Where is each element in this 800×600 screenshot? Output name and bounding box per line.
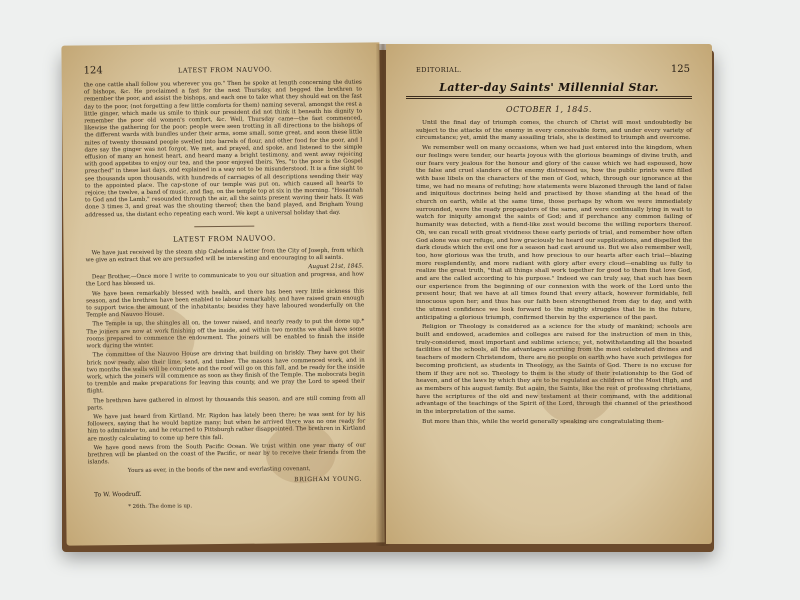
masthead-rule [406,96,692,99]
intro-paragraph: We have just received by the steam ship Caledonia a letter from the City of Joseph, from which we give an extract that we are persuaded will be interesting and encouraging to all saints. [85,247,364,264]
paragraph: But more than this, while the world generally speaking are congratulating them- [422,418,664,425]
paragraph: Dear Brother,—Once more I write to communicate to you our situation and progress, and how the Lord has blessed us. [85,271,364,288]
paragraph: Religion or Theology is considered as a science for the study of mankind; schools are built and endowed, academies and colleges are raised for the instruction of men in this, truly-considered, most important and sublime science; yet, notwithstanding all the boasted facilities of the schools, all the advantages accruing from the most celebrated divines and teachers of modern Christendom, there are no people on earth who have such privileges for becoming proficient, as students in Theology, as the Saints of God. There is no excuse for them if they are not so. Theology to them is the study of their relationship to the God of heaven, and of the laws by which they are to be regulated as children of the Most High, and as members of his august family. But again, the Saints, like the rest of professing christians, have the scriptures of the old and new testament at their command, with the additional advantage of the teachings of the Spirit of the Lord, through the channel of the priesthood in the interpretation of the same. [416,324,692,416]
left-page-number: 124 [83,65,103,77]
paragraph: We remember well on many occasions, when we had just entered into the kingdom, when our feelings were tender, our hearts joyous with the glorious beamings of divine truth, and our fears very jealous for the honour and glory of the cause which we had espoused, how the false and cruel slanders of the enemy distressed us, how the public prints were filled with base libels on the characters of the men of God, which, through our ignorance at the time, we had no means of refuting; how statements were blazoned through the land of false and iniquitous doctrines being held and practised by those standing at the head of the church on earth, while at the same time, those perhaps by whom we were immediately surrounded, were the ready propagators of the same, and were continually lying in wait to watch for iniquity amongst the saints of God; and if perchance any common failing of humanity was detected, with a fiend-like zest would become the willing reporters thereof. Oh, we can recall with great vividness these early periods of trial, and remember how often God alone was our refuge, and how graciously he heard our supplications, and dispelled the dark clouds which the evil one for a season had cast around us. But we also remember well, too, how glorious was the truth, and how precious to our hearts after each trial—blazing more resplendently, and more radiant with glory after every cloud—enabling us fully to realize the great truth, "that all things shall work together for good to them that love God, and are the called according to his purpose." Indeed we can truly say, that such has been our experience from the beginning of our connexion with the work of the Lord unto the present hour, that we have at all times found that every attack, however formidable, fell innocuous upon her; and thus has our faith been strengthened from day to day, and with the utmost confidence we look forward to the mighty struggles that lie in the future, anticipating a glorious triumph, confirmed therein by the experience of the past. [416,145,692,321]
paragraph: We have just heard from Kirtland. Mr. Rigdon has lately been there; he was sent for by his followers, saying that he would baptize many; but when he arrived there was no one ready for him to administer to, and he returned to Pittsburgh rather disappointed. The brethren in Kirtland are mostly calculating to come up here this fall. [87,411,366,442]
paragraph: We have been remarkably blessed with health, and there has been very little sickness this season, and the brethren have been enabled to labour remarkably, and have raised grain enough to support twice the amount of the inhabitants; besides they have laboured wonderfully on the Temple and Nauvoo House. [86,288,365,319]
left-page [61,42,384,545]
section-title: LATEST FROM NAUVOO. [172,234,276,244]
paragraph: Until the final day of triumph comes, the church of Christ will most undoubtedly be subject to the attacks of the enemy in every conceivable form, and under every variety of circumstance; yet, amid the many assailing trials, she is destined to triumph and overcome. [416,120,692,142]
section-divider [194,226,254,228]
right-running-title: EDITORIAL. [416,66,462,74]
right-page [386,44,712,544]
closing-line: Yours as ever, in the bonds of the new and everlasting covenant, [127,466,311,475]
paragraph: The committee of the Nauvoo House are driving that building on briskly. They have got their brick now ready, also their lime, sand, and timber. The masons have commenced work, and in two months the walls will be complete and the roof will go on this fall, and be ready for the inside work, which the joiners will commence as soon as they finish of the Temple. The mobocrats begin to tremble and make preparations for leaving this county, and we pray the Lord to speed their flight. [86,349,365,395]
paragraph: The Temple is up, the shingles all on, the tower raised, and nearly ready to put the dome up.* The joiners are now at work finishing off the inside, and within two months we shall have some rooms prepared to commence the endowment. The joiners will be enabled to finish the inside work during the winter. [86,319,365,350]
left-running-title: LATEST FROM NAUVOO. [177,65,273,75]
right-page-number: 125 [670,64,690,75]
signature: BRIGHAM YOUNG. [294,475,362,483]
right-page-header [416,64,690,75]
footnote: * 26th. The dome is up. [128,502,193,510]
masthead: Latter-day Saints' Millennial Star. [439,81,659,94]
letter-date: August 21st, 1845. [308,263,364,271]
dateline: OCTOBER 1, 1845. [506,105,592,114]
open-book [58,44,716,552]
paragraph: We have good news from the South Pacific Ocean. We trust within one year many of our brethren will be planted on the coast of the Pacific, or near by to receive their friends from the islands. [87,442,366,466]
paragraph: The brethren have gathered in almost by thousands this season, and are still coming from all parts. [87,395,366,412]
left-page-header [84,63,362,77]
recipient: To W. Woodruff. [94,490,142,498]
stain [536,344,616,424]
paragraph: the one cattle shall follow you wherever you go." Then he spoke at length concerning the duties of bishops, &c. He proclaimed a fast for the next Thursday, and begged the brethren to remember the poor, and assist the bishops, and each one to take what they should eat on the fast day to the poor, (not forgetting a few little comforts for them) naming several, amongst the rest a little ginger, which made us smile to think our president did not think it beneath his dignity to remember the poor old women's comfort, &c. Well, Thursday came—the fast commenced, likewise the gathering for the poor; people were seen trotting in all directions to the bishops of the different wards with bundles under their arms, some small, some great, and soon these little mites of twenty thousand people swelled into barrels of flour, and other food for the poor, and I dare say the ginger was not forgot. We met, and prayed, and spoke, and listened to the simple effusion of many an honest heart, and heard many a bright testimony, and went away rejoicing with good appetites to enjoy our tea, and the poor enjoyed theirs. Yes, "to the poor is the Gospel preached" in these last days, and explained in a way not to be misunderstood. It is a fine sight to see thousands upon thousands, with hundreds of carriages of all descriptions wending their way to the appointed place. The cap-stone of our temple was put on, which caused all hearts to rejoice; the twelve, a band of music, and flag, on the temple top at six in the morning. "Hosannah to God and the Lamb," resounded through the air, all the saints present waving their hats. It was done 3 times 3, and great was the shouting thereof; then the band played, and Brigham Young addressed us, the distant echo repeating each word. We kept a universal holiday that day. [83,79,364,219]
